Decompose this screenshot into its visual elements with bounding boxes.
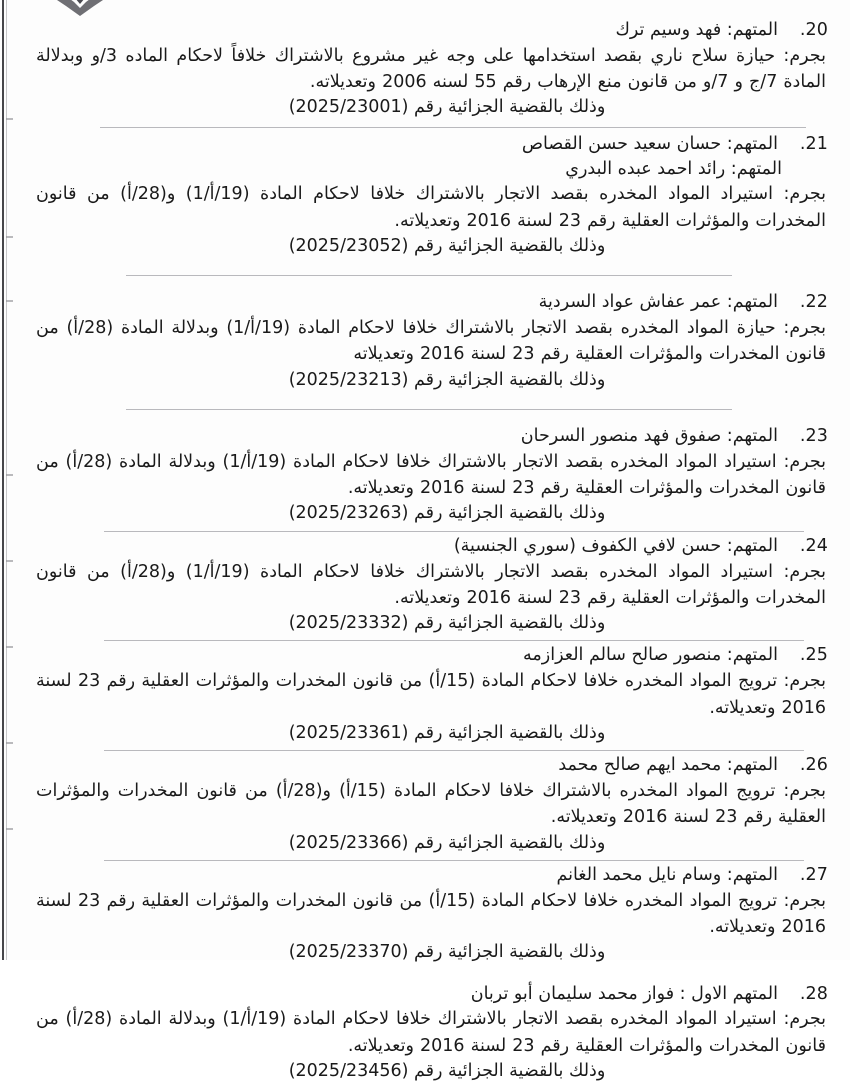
case-entry: [30, 290, 828, 395]
charge-text: بجرم: ترويج المواد المخدره خلافا لاحكام المادة (15/أ) من قانون المخدرات والمؤثرات العقلية رقم 23 لسنة 2016 وتعديلاته.: [36, 671, 827, 718]
entry-number: 22.: [799, 292, 828, 313]
defendant-label: المتهم:: [726, 645, 778, 666]
entry-header: [30, 424, 828, 449]
defendant-name: وسام نايل محمد الغانم: [556, 864, 722, 885]
defendant-name: صفوق فهد منصور السرحان: [520, 426, 722, 446]
defendant-label: المتهم:: [726, 535, 778, 556]
entry-separator: [104, 750, 804, 751]
case-entry: [30, 18, 828, 123]
entry-header: [30, 534, 828, 559]
entry-separator: [104, 531, 804, 532]
case-entry: [30, 643, 828, 748]
entry-header: [30, 643, 828, 668]
charge-text: بجرم: استيراد المواد المخدره بقصد الاتجار بالاشتراك خلافا لاحكام المادة (19/أ/1) و(28/أ) من قانون المخدرات والمؤثرات العقلية رقم 23 لسنة 2016 وتعديلاته.: [36, 184, 826, 231]
entry-number: 26.: [799, 755, 828, 776]
entry-number: 24.: [799, 535, 828, 556]
entry-separator: [126, 409, 732, 410]
entry-header: [30, 18, 828, 43]
case-reference: وذلك بالقضية الجزائية رقم (2025/23213): [288, 369, 606, 390]
defendant-name: عمر عفاش عواد السردية: [538, 292, 722, 313]
defendant-label: المتهم:: [726, 20, 778, 40]
case-reference: وذلك بالقضية الجزائية رقم (2025/23370): [288, 942, 606, 963]
charge-text: بجرم: ترويج المواد المخدره خلافا لاحكام المادة (15/أ) من قانون المخدرات والمؤثرات العقلية رقم 23 لسنة 2016 وتعديلاته.: [36, 890, 827, 937]
entry-header: [30, 863, 828, 888]
entry-separator: [104, 640, 804, 641]
defendant-name: حسان سعيد حسن القصاص: [521, 133, 722, 154]
case-reference: وذلك بالقضية الجزائية رقم (2025/23361): [288, 722, 606, 743]
charge-text: بجرم: استيراد المواد المخدره بقصد الاتجار بالاشتراك خلافا لاحكام المادة (19/أ/1) و(28/أ) من قانون المخدرات والمؤثرات العقلية رقم 23 لسنة 2016 وتعديلاته.: [36, 561, 826, 608]
defendant-name: فواز محمد سليمان أبو تربان: [470, 983, 675, 1004]
entry-number: 25.: [799, 645, 828, 666]
defendant-label: المتهم:: [730, 158, 782, 179]
case-reference: وذلك بالقضية الجزائية رقم (2025/23456): [288, 1060, 606, 1081]
entry-number: 20.: [799, 20, 828, 40]
entry-number: 23.: [799, 426, 828, 446]
entry-header: [30, 290, 828, 315]
entry-second-defendant: [30, 157, 828, 182]
charge-text: بجرم: حيازة المواد المخدره بقصد الاتجار بالاشتراك خلافا لاحكام المادة (19/أ/1) وبدلالة المادة (28/أ) من قانون المخدرات والمؤثرات العقلية رقم 23 لسنة 2016 وتعديلاته: [36, 318, 826, 365]
case-entry: [30, 424, 828, 529]
case-entry: [30, 982, 828, 1086]
case-entry: [30, 753, 828, 858]
entry-number: 21.: [799, 133, 828, 154]
entry-separator: [100, 127, 806, 128]
case-reference: وذلك بالقضية الجزائية رقم (2025/23332): [288, 613, 606, 634]
case-reference: وذلك بالقضية الجزائية رقم (2025/23366): [288, 832, 606, 853]
defendant-label: المتهم:: [726, 292, 778, 313]
case-reference: وذلك بالقضية الجزائية رقم (2025/23263): [288, 503, 606, 524]
charge-text: بجرم: استيراد المواد المخدره بقصد الاتجار بالاشتراك خلافا لاحكام المادة (19/أ/1) وبدلالة المادة (28/أ) من قانون المخدرات والمؤثرات العقلية رقم 23 لسنة 2016 وتعديلاته.: [36, 1009, 826, 1056]
defendant-label: المتهم:: [726, 755, 778, 776]
case-reference: وذلك بالقضية الجزائية رقم (2025/23052): [288, 235, 606, 256]
defendant-name: رائد احمد عبده البدري: [565, 158, 726, 179]
defendant-label: المتهم:: [726, 864, 778, 885]
defendant-label: المتهم:: [726, 133, 778, 154]
entry-number: 28.: [799, 983, 828, 1004]
case-entry: [30, 132, 828, 262]
entry-separator: [104, 860, 804, 861]
defendant-name: حسن لافي الكفوف (سوري الجنسية): [453, 535, 722, 556]
entry-header: [30, 753, 828, 778]
entry-separator: [126, 275, 732, 276]
defendant-name: فهد وسيم ترك: [615, 20, 722, 40]
defendant-name: محمد ايهم صالح محمد: [558, 755, 722, 776]
defendant-label: المتهم:: [726, 426, 778, 446]
entry-header: [30, 132, 828, 157]
defendant-name: منصور صالح سالم العزازمه: [523, 645, 722, 666]
case-entry: [30, 534, 828, 639]
case-entry: [30, 863, 828, 968]
charge-text: بجرم: حيازة سلاح ناري بقصد استخدامها على وجه غير مشروع بالاشتراك خلافاً لاحكام الماده 3/و وبدلالة المادة 7/ج و 7/و من قانون منع الإرهاب رقم 55 لسنه 2006 وتعديلاته.: [36, 45, 826, 93]
entry-header: [30, 982, 828, 1007]
defendant-label: المتهم الاول :: [679, 983, 778, 1004]
case-reference: وذلك بالقضية الجزائية رقم (2025/23001): [288, 97, 606, 118]
entry-number: 27.: [799, 864, 828, 885]
charge-text: بجرم: ترويج المواد المخدره بالاشتراك خلافا لاحكام المادة (15/أ) و(28/أ) من قانون المخدرات والمؤثرات العقلية رقم 23 لسنة 2016 وتعديلاته.: [36, 781, 826, 828]
charge-text: بجرم: استيراد المواد المخدره بقصد الاتجار بالاشتراك خلافا لاحكام المادة (19/أ/1) وبدلالة المادة (28/أ) من قانون المخدرات والمؤثرات العقلية رقم 23 لسنة 2016 وتعديلاته.: [36, 451, 826, 499]
